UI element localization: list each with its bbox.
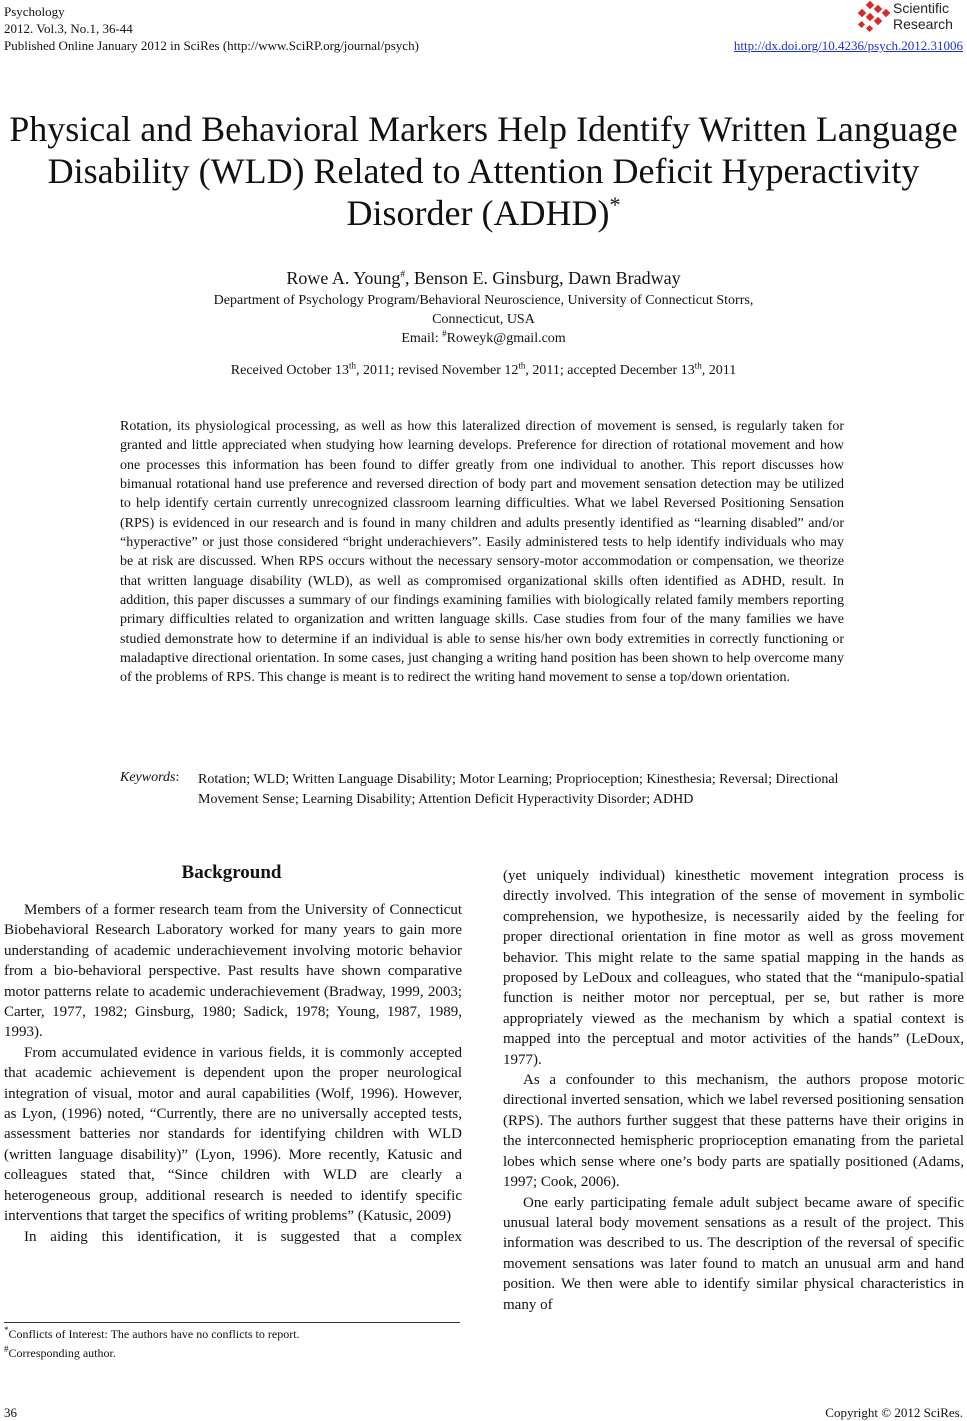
ordinal-suffix: th bbox=[518, 360, 526, 371]
affiliation-line-1: Department of Psychology Program/Behavioral Neuroscience, University of Connecticut Storrs, bbox=[213, 293, 754, 308]
paragraph: From accumulated evidence in various fields, it is commonly accepted that academic achievement is dependent upon the proper neurological integration of visual, motor and aural capabilities (Wolf, 1996). However, as Lyon, (1996) noted, “Currently, there are no universally accepted tests, assessment batteries nor standards for identifying children with WLD (written language disability)” (Lyon, 1996). More recently, Katusic and colleagues stated that, “Since children with WLD are clearly a heterogeneous group, additional research is needed to identify specific interventions that target the specifics of writing problems” (Katusic, 2009) bbox=[4, 1044, 462, 1225]
accepted-year: , 2011 bbox=[701, 363, 737, 378]
body-column-left bbox=[4, 900, 462, 1247]
doi-link[interactable]: http://dx.doi.org/10.4236/psych.2012.31006 bbox=[733, 38, 963, 53]
paragraph: As a confounder to this mechanism, the authors propose motoric directional inverted sensation, which we label reversed positioning sensation (RPS). The authors further suggest that these patterns have their origins in the interconnected hemispheric proprioception emanating from the parietal lobes which sense where one’s body parts are spatially positioned (Adams, 1997; Cook, 2006). bbox=[503, 1072, 964, 1191]
revised-date: , 2011; revised November 12 bbox=[355, 363, 519, 378]
email-address[interactable]: Roweyk@gmail.com bbox=[446, 331, 566, 346]
journal-volume: 2012. Vol.3, No.1, 36-44 bbox=[4, 21, 133, 36]
author-1-mark: # bbox=[400, 269, 405, 279]
section-heading-background: Background bbox=[181, 862, 282, 883]
footnote-text: Corresponding author. bbox=[8, 1346, 116, 1360]
paper-title bbox=[0, 108, 967, 234]
abstract: Rotation, its physiological processing, as well as how this lateralized direction of movement is sensed, is regularly taken for granted and little appreciated when studying how learning develops. Preference for direction of rotational movement and how one processes this information has been found to differ greatly from one individual to another. This report discusses how bimanual rotational hand use preference and reversed direction of body part and movement sensation detection may be utilized to help identify certain currently unrecognized classroom learning difficulties. What we label Reversed Positioning Sensation (RPS) is evidenced in our research and is found in many children and adults presently identified as “learning disabled” and/or “hyperactive” or just those considered “bright underachievers”. Easily administered tests to help identify individuals who may be at risk are discussed. When RPS occurs without the necessary sensory-motor accommodation or compensation, we theorize that written language disability (WLD), as well as compromised organizational skills often identified as ADHD, result. In addition, this paper discusses a summary of our findings examining families with biologically related family members reporting primary difficulties related to organization and written language skills. Case studies from four of the many families we have studied demonstrate how to determine if an individual is able to sense his/her own body extremities in correctly functioning or maladaptive directional orientation. In some cases, just changing a writing hand position has been shown to help overcome many of the problems of RPS. This change is meant is to redirect the writing hand movement to sense a top/down orientation. bbox=[120, 419, 844, 686]
keywords-colon: : bbox=[175, 770, 180, 785]
affiliation-line-2: Connecticut, USA bbox=[432, 312, 535, 327]
copyright: Copyright © 2012 SciRes. bbox=[825, 1405, 963, 1420]
journal-name: Psychology bbox=[4, 4, 65, 19]
paragraph: Members of a former research team from the University of Connecticut Biobehavioral Research Laboratory worked for many years to gain more understanding of academic underachievement involving motoric behavior from a bio-behavioral perspective. Past results have shown comparative motor patterns relate to academic underachievement (Bradway, 1999, 2003; Carter, 1977, 1982; Ginsburg, 1980; Sadick, 1978; Young, 1987, 1989, 1993). bbox=[4, 902, 462, 1041]
footnote-text: Conflicts of Interest: The authors have no conflicts to report. bbox=[8, 1327, 300, 1341]
title-footnote-mark: * bbox=[609, 192, 621, 217]
keywords-list: Rotation; WLD; Written Language Disability; Motor Learning; Proprioception; Kinesthesia; Reversal; Directional Movement Sense; Learning Disability; Attention Deficit Hyperactivity Disorder; ADHD bbox=[198, 772, 839, 807]
paragraph: One early participating female adult subject became aware of specific unusual lateral body movement sensations as a result of the project. This information was described to us. The description of the reversal of specific movement sensations was later found to match an unusual arm and hand position. We then were able to identify similar physical characteristics in many of bbox=[503, 1194, 964, 1313]
footnote-mark: # bbox=[4, 1344, 9, 1354]
publisher-logo bbox=[853, 0, 963, 36]
footnote-conflicts bbox=[4, 1327, 300, 1341]
title-line-1: Physical and Behavioral Markers Help Identify Written Language bbox=[9, 109, 958, 149]
publication-info: Published Online January 2012 in SciRes (http://www.SciRP.org/journal/psych) bbox=[4, 38, 419, 53]
body-column-right bbox=[503, 866, 964, 1315]
paragraph: (yet uniquely individual) kinesthetic movement integration process is directly involved. This integration of the sense of movement in symbolic comprehension, we hypothesize, is necessarily aided by the feeling for proper directional orientation in fine motor as well as gross movement behavior. This might relate to the same spatial mapping in the hands as proposed by LeDoux and colleagues, who stated that the “manipulo-spatial function is neither motor nor perceptual, per se, but rather is more appropriately viewed as the mechanism by which a spatial context is mapped into the perceptual and motor activities of the hands” (LeDoux, 1977). bbox=[503, 868, 964, 1068]
footnote-corresponding bbox=[4, 1346, 116, 1360]
ordinal-suffix: th bbox=[694, 360, 702, 371]
paragraph: In aiding this identification, it is suggested that a complex bbox=[24, 1228, 462, 1245]
page-number: 36 bbox=[4, 1405, 17, 1420]
title-line-2: Disability (WLD) Related to Attention Deficit Hyperactivity bbox=[47, 151, 920, 191]
authors-rest: , Benson E. Ginsburg, Dawn Bradway bbox=[404, 268, 681, 288]
footnote-divider bbox=[4, 1322, 460, 1323]
received-dates bbox=[0, 360, 967, 379]
scientific-research-logo-icon bbox=[853, 0, 891, 36]
email-line bbox=[0, 329, 967, 348]
email-label: Email: bbox=[401, 331, 443, 346]
accepted-date: , 2011; accepted December 13 bbox=[525, 363, 695, 378]
keywords-label bbox=[120, 770, 179, 786]
footnote-mark: * bbox=[4, 1325, 9, 1335]
title-line-3: Disorder (ADHD) bbox=[346, 193, 610, 233]
ordinal-suffix: th bbox=[348, 360, 356, 371]
logo-line-1: Scientific bbox=[893, 0, 950, 16]
received-date: Received October 13 bbox=[230, 363, 349, 378]
keywords-label-text: Keywords bbox=[120, 770, 176, 785]
email-mark: # bbox=[442, 328, 447, 339]
author-list bbox=[0, 268, 967, 289]
author-1: Rowe A. Young bbox=[286, 268, 401, 288]
logo-line-2: Research bbox=[893, 16, 953, 32]
